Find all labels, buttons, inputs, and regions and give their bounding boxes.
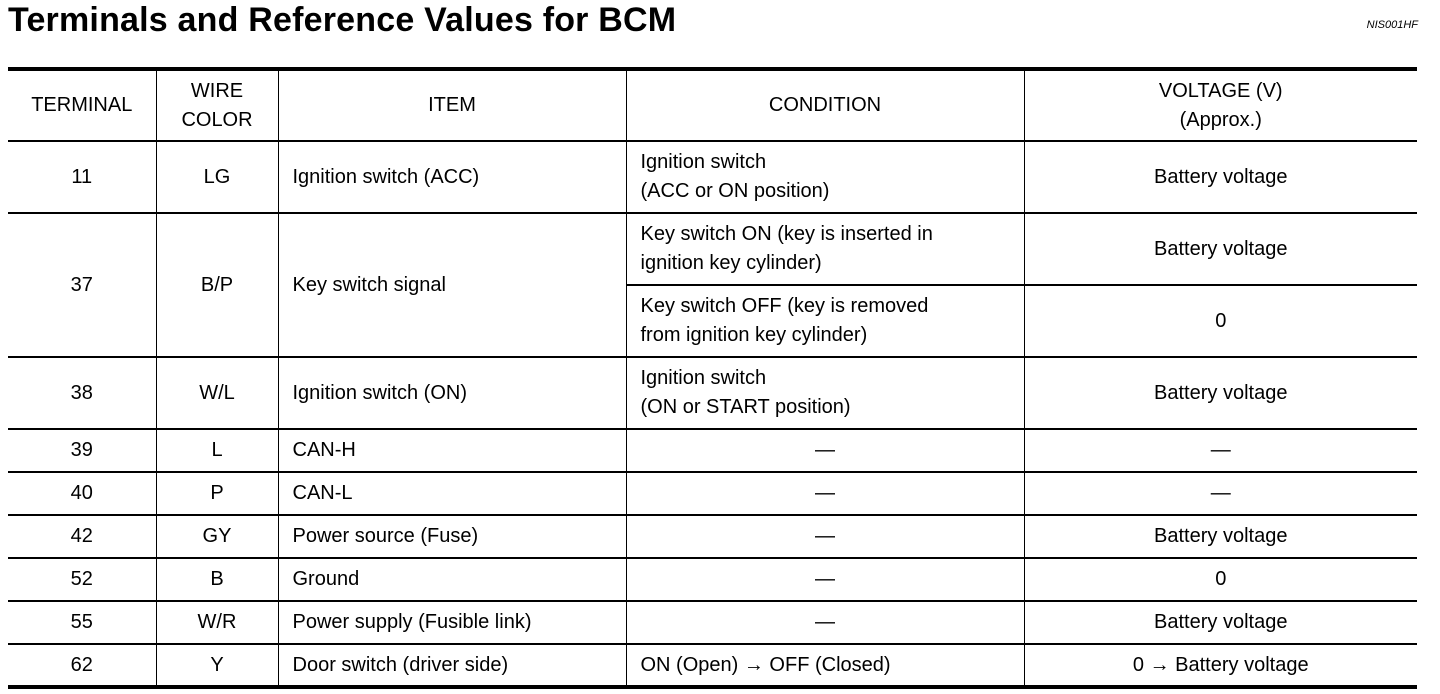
condition-cell: — <box>626 601 1024 644</box>
table-row <box>8 644 1417 687</box>
terminal-cell: 42 <box>8 515 156 558</box>
condition-cell: Ignition switch (ON or START position) <box>626 357 1024 429</box>
header-item: ITEM <box>278 69 626 141</box>
table-row <box>8 213 1417 285</box>
wire-color-cell: LG <box>156 141 278 213</box>
wire-color-cell: Y <box>156 644 278 687</box>
table-row <box>8 357 1417 429</box>
condition-cell: — <box>626 558 1024 601</box>
item-cell: Door switch (driver side) <box>278 644 626 687</box>
terminal-cell: 55 <box>8 601 156 644</box>
item-cell: Power source (Fuse) <box>278 515 626 558</box>
header-wire-color: WIRE COLOR <box>156 69 278 141</box>
table-row <box>8 515 1417 558</box>
voltage-cell: Battery voltage <box>1024 601 1417 644</box>
condition-cell: — <box>626 472 1024 515</box>
item-cell: Power supply (Fusible link) <box>278 601 626 644</box>
wire-color-cell: GY <box>156 515 278 558</box>
wire-color-cell: L <box>156 429 278 472</box>
table-row <box>8 472 1417 515</box>
condition-cell: — <box>626 515 1024 558</box>
item-cell: Ignition switch (ACC) <box>278 141 626 213</box>
terminal-cell: 11 <box>8 141 156 213</box>
header-voltage: VOLTAGE (V) (Approx.) <box>1024 69 1417 141</box>
item-cell: CAN-L <box>278 472 626 515</box>
voltage-cell: 0 <box>1024 285 1417 357</box>
table-row <box>8 601 1417 644</box>
table-row <box>8 141 1417 213</box>
wire-color-cell: W/L <box>156 357 278 429</box>
header-terminal: TERMINAL <box>8 69 156 141</box>
item-cell: Ignition switch (ON) <box>278 357 626 429</box>
page-title: Terminals and Reference Values for BCM <box>8 1 677 39</box>
voltage-cell: Battery voltage <box>1024 213 1417 285</box>
terminal-cell: 38 <box>8 357 156 429</box>
voltage-cell: 0 → Battery voltage <box>1024 644 1417 687</box>
wire-color-cell: P <box>156 472 278 515</box>
table-header-row <box>8 69 1417 141</box>
voltage-cell: Battery voltage <box>1024 141 1417 213</box>
terminal-cell: 37 <box>8 213 156 357</box>
voltage-cell: — <box>1024 472 1417 515</box>
bcm-terminal-table <box>8 67 1417 689</box>
voltage-cell: Battery voltage <box>1024 515 1417 558</box>
item-cell: Ground <box>278 558 626 601</box>
voltage-cell: Battery voltage <box>1024 357 1417 429</box>
terminal-cell: 62 <box>8 644 156 687</box>
condition-cell: Key switch OFF (key is removed from ignition key cylinder) <box>626 285 1024 357</box>
terminal-cell: 52 <box>8 558 156 601</box>
terminal-cell: 39 <box>8 429 156 472</box>
condition-cell: ON (Open) → OFF (Closed) <box>626 644 1024 687</box>
header-condition: CONDITION <box>626 69 1024 141</box>
table-row <box>8 429 1417 472</box>
voltage-cell: — <box>1024 429 1417 472</box>
item-cell: CAN-H <box>278 429 626 472</box>
table-row <box>8 558 1417 601</box>
condition-cell: — <box>626 429 1024 472</box>
condition-cell: Ignition switch (ACC or ON position) <box>626 141 1024 213</box>
voltage-cell: 0 <box>1024 558 1417 601</box>
wire-color-cell: W/R <box>156 601 278 644</box>
figure-code: NIS001HF <box>1366 19 1418 31</box>
condition-cell: Key switch ON (key is inserted in ignition key cylinder) <box>626 213 1024 285</box>
item-cell: Key switch signal <box>278 213 626 357</box>
terminal-cell: 40 <box>8 472 156 515</box>
wire-color-cell: B/P <box>156 213 278 357</box>
wire-color-cell: B <box>156 558 278 601</box>
